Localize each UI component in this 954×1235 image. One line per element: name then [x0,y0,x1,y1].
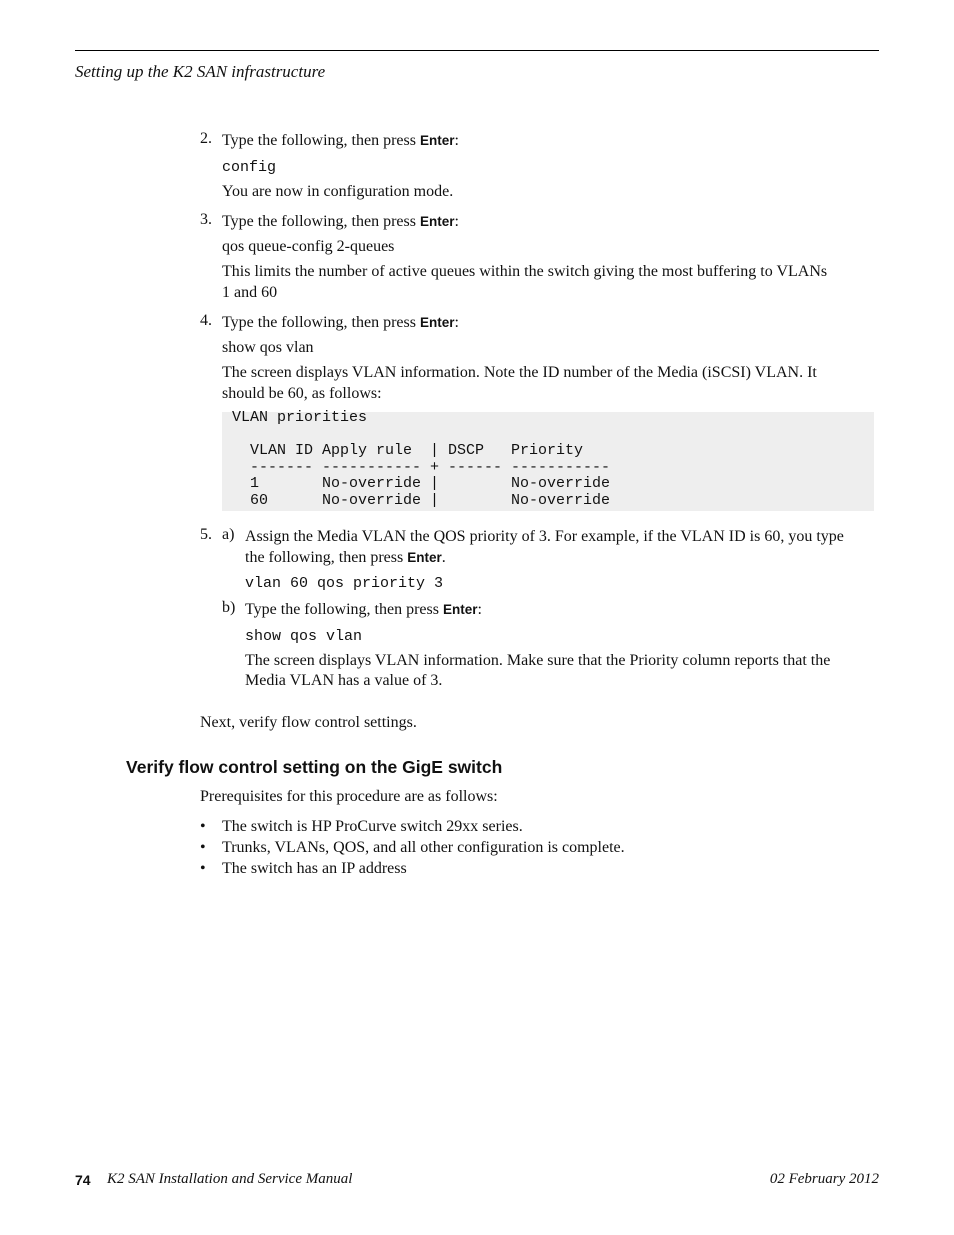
step-3-instruction [222,211,877,232]
section-heading: Verify flow control setting on the GigE switch [126,757,503,777]
step-4-note-line-2: should be 60, as follows: [222,385,382,402]
section-intro: Prerequisites for this procedure are as follows: [200,788,498,805]
step-5b-note-line-2: Media VLAN has a value of 3. [245,672,443,689]
step-2-intro: Type the following, then press [222,132,420,149]
step-5a-line-1: Assign the Media VLAN the QOS priority of 3. For example, if the VLAN ID is 60, you type [245,528,844,545]
step-4-note-line-1: The screen displays VLAN information. Note the ID number of the Media (iSCSI) VLAN. It [222,364,817,381]
step-4-instruction [222,312,877,333]
bullet-marker: • [200,839,206,856]
enter-key-label: Enter [419,133,455,148]
step-3-note-line-1: This limits the number of active queues within the switch giving the most buffering to VLANs [222,263,828,280]
step-4-colon: : [454,314,459,331]
enter-key-label: Enter [419,214,455,229]
step-4-command: show qos vlan [222,339,314,356]
step-5a-line-2-text: the following, then press [245,549,408,566]
step-5b-colon: : [477,601,482,618]
step-3-colon: : [454,213,459,230]
step-4-number: 4. [200,312,212,329]
step-5a-line-2 [245,547,877,568]
list-item: Trunks, VLANs, QOS, and all other configuration is complete. [222,839,625,856]
running-head: Setting up the K2 SAN infrastructure [75,62,326,81]
next-step-text: Next, verify flow control settings. [200,714,417,731]
step-2-command: config [222,159,277,176]
footer-date: 02 February 2012 [769,1171,879,1187]
step-5a-label: a) [222,526,235,543]
step-5b-label: b) [222,599,236,616]
step-5a-period: . [441,549,446,566]
vlan-priorities-output [222,409,874,511]
step-5b-intro: Type the following, then press [245,601,443,618]
step-2-number: 2. [200,130,212,147]
enter-key-label: Enter [419,315,455,330]
step-5b-note-line-1: The screen displays VLAN information. Make sure that the Priority column reports that the [245,652,831,669]
step-2-instruction [222,130,877,151]
step-5b-instruction [245,599,877,620]
bullet-marker: • [200,860,206,877]
step-4-intro: Type the following, then press [222,314,420,331]
bullet-marker: • [200,818,206,835]
page-number: 74 [75,1172,91,1188]
step-2-note: You are now in configuration mode. [222,183,454,200]
step-5b-command: show qos vlan [245,628,363,645]
step-3-number: 3. [200,211,212,228]
step-3-intro: Type the following, then press [222,213,420,230]
footer-manual-title: K2 SAN Installation and Service Manual [107,1171,353,1187]
list-item: The switch is HP ProCurve switch 29xx series. [222,818,523,835]
code-output-text: VLAN priorities VLAN ID Apply rule | DSCP Priority ------- ----------- + ------ ----------- 1 No-override | No-override 60 No-override | No-override [232,409,611,509]
list-item: The switch has an IP address [222,860,407,877]
step-3-command: qos queue-config 2-queues [222,238,395,255]
step-5a-command: vlan 60 qos priority 3 [245,575,444,592]
header-rule [75,50,879,51]
enter-key-label: Enter [407,550,442,565]
step-3-note-line-2: 1 and 60 [222,284,278,301]
enter-key-label: Enter [442,602,478,617]
step-5-number: 5. [200,526,212,543]
step-2-colon: : [454,132,459,149]
